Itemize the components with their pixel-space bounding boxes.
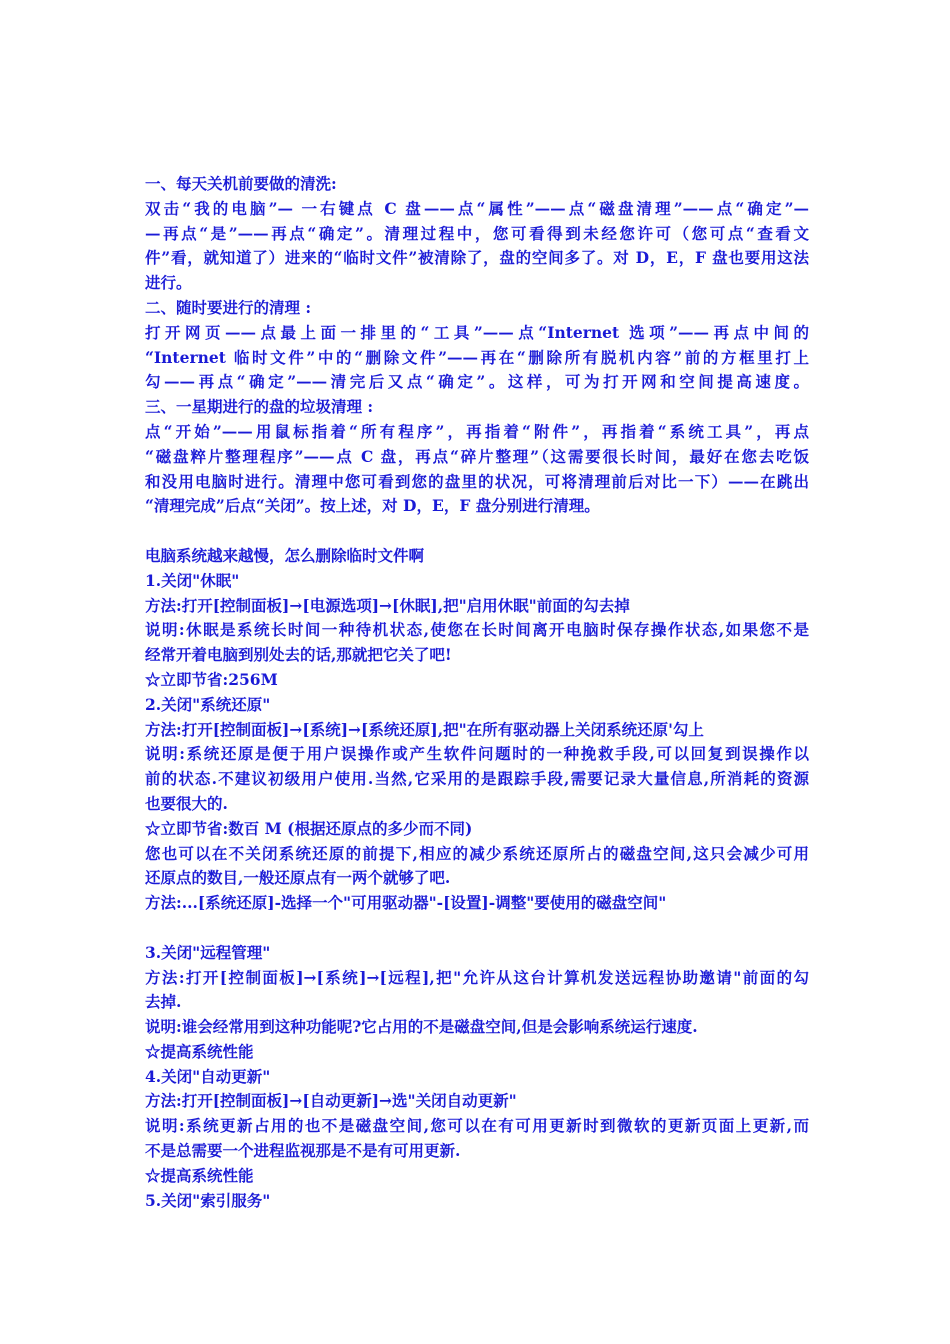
text-line: 和没用电脑时进行。清理中您可看到您的盘里的状况，可将清理前后对比一下）——在跳出	[145, 471, 809, 491]
text-line: 方法:打开[控制面板]→[系统]→[远程],把"允许从这台计算机发送远程协助邀请"前面的勾	[145, 967, 809, 987]
text-line: 说明:谁会经常用到这种功能呢?它占用的不是磁盘空间,但是会影响系统运行速度.	[145, 1017, 698, 1037]
blank-line	[145, 916, 809, 941]
text-line: ☆提高系统性能	[145, 1165, 254, 1185]
text-line: 前的状态.不建议初级用户使用.当然,它采用的是跟踪手段,需要记录大量信息,所消耗的资源	[145, 769, 809, 789]
text-line: ☆提高系统性能	[145, 1041, 254, 1061]
text-line: 方法:打开[控制面板]→[自动更新]→选"关闭自动更新"	[145, 1091, 517, 1111]
text-line: ☆立即节省:256M	[145, 669, 278, 689]
text-line: “清理完成”后点“关闭”。按上述，对 D，E，F 盘分别进行清理。	[145, 496, 600, 516]
text-line: 4.关闭"自动更新"	[145, 1066, 271, 1086]
text-line: ☆立即节省:数百 M (根据还原点的多少而不同)	[145, 818, 473, 838]
blank-line	[145, 519, 809, 544]
text-line: 双击“我的电脑”— 一右键点 C 盘——点“属性”——点“磁盘清理”——点“确定”—	[145, 198, 809, 218]
text-line: 经常开着电脑到别处去的话,那就把它关了吧!	[145, 645, 452, 665]
text-line: 方法:...[系统还原]-选择一个"可用驱动器"-[设置]-调整"要使用的磁盘空间"	[145, 893, 667, 913]
text-line: 说明:休眠是系统长时间一种待机状态,使您在长时间离开电脑时保存操作状态,如果您不是	[145, 620, 809, 640]
text-line: —再点“是”——再点“确定”。清理过程中，您可看得到未经您许可（您可点“查看文	[145, 223, 809, 243]
text-line: 三、一星期进行的盘的垃圾清理 :	[145, 397, 374, 417]
text-line: 1.关闭"休眠"	[145, 570, 240, 590]
text-line: 一、每天关机前要做的清洗:	[145, 174, 337, 193]
text-line: 点“开始”——用鼠标指着“所有程序”，再指着“附件”，再指着“系统工具”，再点	[145, 421, 809, 441]
text-line: 5.关闭"索引服务"	[145, 1190, 271, 1210]
text-line: 说明:系统更新占用的也不是磁盘空间,您可以在有可用更新时到微软的更新页面上更新,而	[145, 1116, 809, 1136]
text-line: 也要很大的.	[145, 793, 228, 813]
text-line: 说明:系统还原是便于用户误操作或产生软件问题时的一种挽救手段,可以回复到误操作以	[145, 744, 809, 764]
text-line: 件”看，就知道了）进来的“临时文件”被清除了，盘的空间多了。对 D，E，F 盘也要用这法	[145, 248, 809, 268]
text-line: 方法:打开[控制面板]→[系统]→[系统还原],把"在所有驱动器上关闭系统还原'勾上	[145, 719, 704, 739]
text-line: 二、随时要进行的清理 :	[145, 297, 312, 317]
text-line: 打开网页——点最上面一排里的“工具”——点“Internet 选项”——再点中间的	[145, 322, 809, 342]
text-line: 电脑系统越来越慢，怎么删除临时文件啊	[145, 545, 425, 565]
text-line: 去掉.	[145, 992, 182, 1012]
text-line: 进行。	[145, 273, 192, 293]
text-line: “Internet 临时文件”中的“删除文件”——再在“删除所有脱机内容”前的方框里打上	[145, 347, 809, 367]
text-line: 2.关闭"系统还原"	[145, 694, 271, 714]
text-line: 3.关闭"远程管理"	[145, 942, 271, 962]
text-line: 还原点的数目,一般还原点有一两个就够了吧.	[145, 868, 451, 888]
text-line: 勾——再点“确定”——清完后又点“确定”。这样，可为打开网和空间提高速度。	[145, 372, 809, 392]
text-line: 您也可以在不关闭系统还原的前提下,相应的减少系统还原所占的磁盘空间,这只会减少可用	[145, 843, 809, 863]
document-body	[145, 172, 809, 1213]
text-line: 不是总需要一个进程监视那是不是有可用更新.	[145, 1141, 461, 1161]
text-line: “磁盘粹片整理程序”——点 C 盘，再点“碎片整理”（这需要很长时间，最好在您去吃饭	[145, 446, 809, 466]
text-line: 方法:打开[控制面板]→[电源选项]→[休眠],把"启用休眠"前面的勾去掉	[145, 595, 630, 615]
